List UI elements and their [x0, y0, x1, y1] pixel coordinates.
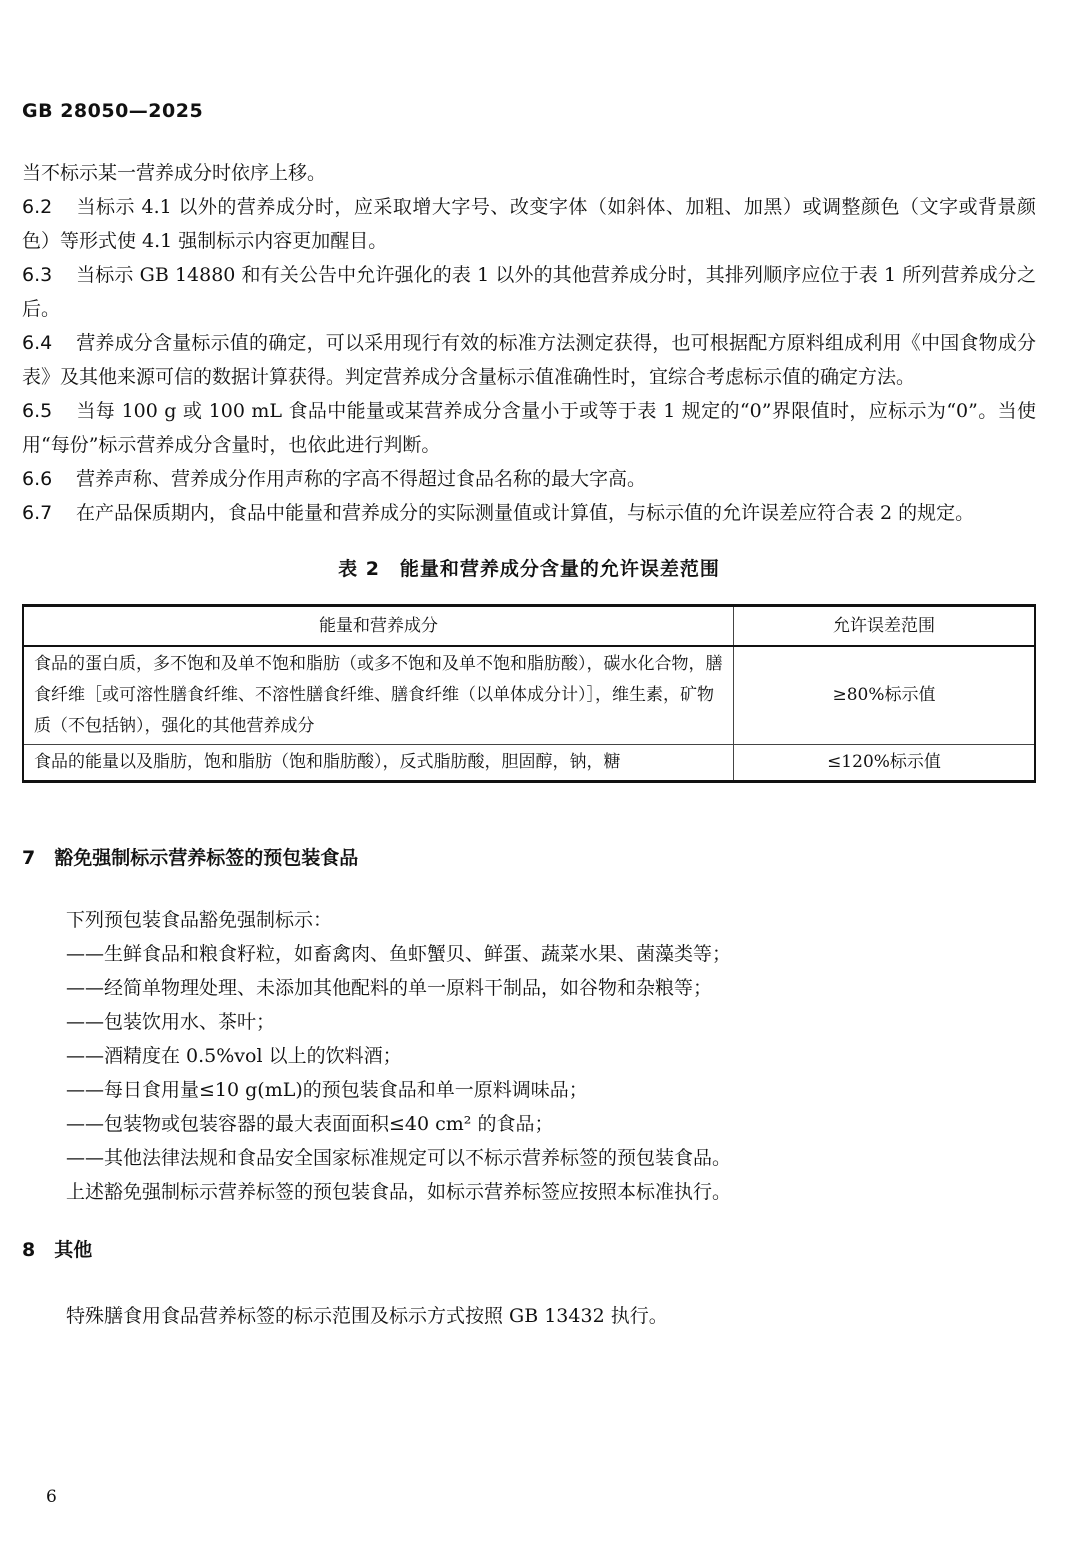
- exemption-list: [22, 903, 1036, 1209]
- continuation-text: 当不标示某一营养成分时依序上移。: [22, 162, 327, 184]
- clause-text: 当每 100 g 或 100 mL 食品中能量或某营养成分含量小于或等于表 1 规定的“0”界限值时，应标示为“0”。当使用“每份”标示营养成分含量时，也依此进行判断。: [22, 400, 1036, 456]
- section-7-heading: 7 豁免强制标示营养标签的预包装食品: [22, 847, 359, 869]
- clause-6-5: [22, 394, 1036, 462]
- header-tolerance: 允许误差范围: [734, 606, 1036, 647]
- clause-6-7: [22, 496, 1036, 530]
- list-item: ——包装饮用水、茶叶；: [66, 1011, 276, 1033]
- nutrient-cell: 食品的蛋白质，多不饱和及单不饱和脂肪（或多不饱和及单不饱和脂肪酸），碳水化合物，膳食纤维［或可溶性膳食纤维、不溶性膳食纤维、膳食纤维（以单体成分计）］，维生素，矿物质（不包括钠），强化的其他营养成分: [23, 646, 734, 745]
- table-header-row: [23, 606, 1035, 647]
- header-nutrient: 能量和营养成分: [23, 606, 734, 647]
- clause-text: 在产品保质期内，食品中能量和营养成分的实际测量值或计算值，与标示值的允许误差应符合表 2 的规定。: [76, 502, 975, 524]
- clause-number: 6.7: [22, 502, 53, 524]
- clause-number: 6.5: [22, 400, 53, 422]
- clause-6-6: [22, 462, 1036, 496]
- clause-6-4: [22, 326, 1036, 394]
- table-row: [23, 745, 1035, 782]
- clause-text: 营养成分含量标示值的确定，可以采用现行有效的标准方法测定获得，也可根据配方原料组成利用《中国食物成分表》及其他来源可信的数据计算获得。判定营养成分含量标示值准确性时，宜综合考虑标示值的确定方法。: [22, 332, 1036, 388]
- page-number: 6: [46, 1487, 57, 1507]
- clause-number: 6.2: [22, 196, 53, 218]
- list-item: ——酒精度在 0.5%vol 以上的饮料酒；: [66, 1045, 402, 1067]
- table-row: [23, 646, 1035, 745]
- clause-text: 营养声称、营养成分作用声称的字高不得超过食品名称的最大字高。: [76, 468, 647, 490]
- page-body: [22, 156, 1036, 1333]
- clause-text: 当标示 4.1 以外的营养成分时，应采取增大字号、改变字体（如斜体、加粗、加黑）或调整颜色（文字或背景颜色）等形式使 4.1 强制标示内容更加醒目。: [22, 196, 1036, 252]
- clause-6-2: [22, 190, 1036, 258]
- document-code: GB 28050—2025: [22, 100, 204, 122]
- tolerance-cell: ≥80%标示值: [734, 646, 1036, 745]
- tolerance-cell: ≤120%标示值: [734, 745, 1036, 782]
- clause-number: 6.4: [22, 332, 53, 354]
- list-item: ——每日食用量≤10 g(mL)的预包装食品和单一原料调味品；: [66, 1079, 588, 1101]
- table-2-title: 表 2 能量和营养成分含量的允许误差范围: [338, 558, 720, 580]
- exemption-intro: 下列预包装食品豁免强制标示：: [66, 909, 333, 931]
- list-item: ——其他法律法规和食品安全国家标准规定可以不标示营养标签的预包装食品。: [66, 1147, 732, 1169]
- section-8-heading: 8 其他: [22, 1239, 93, 1261]
- clause-6-3: [22, 258, 1036, 326]
- clause-number: 6.3: [22, 264, 53, 286]
- section-8-body: 特殊膳食用食品营养标签的标示范围及标示方式按照 GB 13432 执行。: [66, 1305, 668, 1327]
- list-item: ——经简单物理处理、未添加其他配料的单一原料干制品，如谷物和杂粮等；: [66, 977, 713, 999]
- exemption-closing: 上述豁免强制标示营养标签的预包装食品，如标示营养标签应按照本标准执行。: [66, 1181, 732, 1203]
- clause-text: 当标示 GB 14880 和有关公告中允许强化的表 1 以外的其他营养成分时，其排列顺序应位于表 1 所列营养成分之后。: [22, 264, 1036, 320]
- clause-number: 6.6: [22, 468, 53, 490]
- list-item: ——包装物或包装容器的最大表面面积≤40 cm² 的食品；: [66, 1113, 554, 1135]
- tolerance-table: [22, 604, 1036, 783]
- list-item: ——生鲜食品和粮食籽粒，如畜禽肉、鱼虾蟹贝、鲜蛋、蔬菜水果、菌藻类等；: [66, 943, 732, 965]
- nutrient-cell: 食品的能量以及脂肪，饱和脂肪（饱和脂肪酸），反式脂肪酸，胆固醇，钠，糖: [23, 745, 734, 782]
